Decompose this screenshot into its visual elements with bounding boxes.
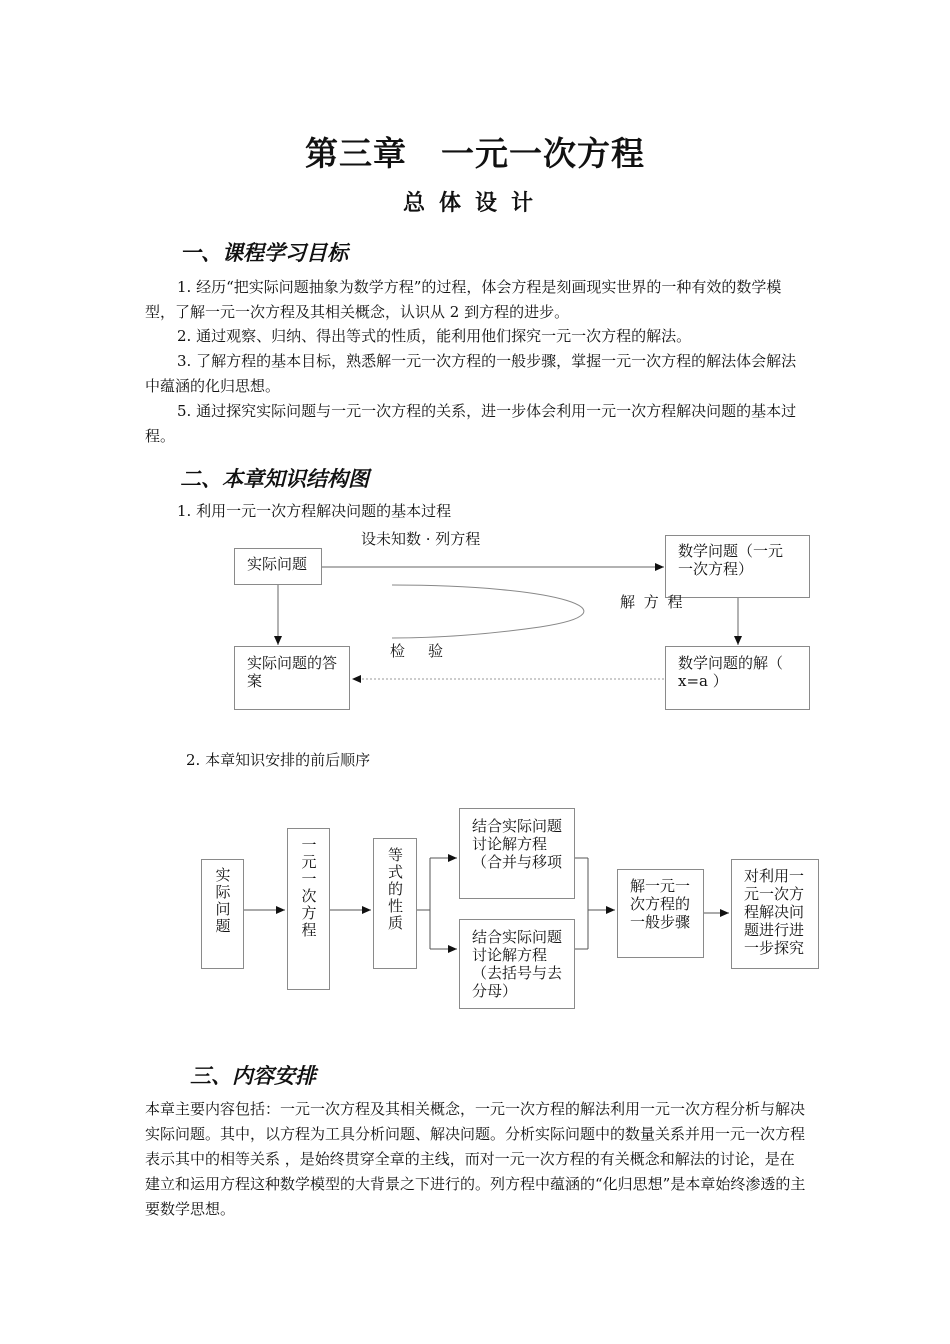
section3-heading: 三、内容安排: [190, 1063, 316, 1088]
box-d2-further-explore-text: 对利用一元一次方程解决问题进行进一步探究: [744, 867, 805, 957]
label-check: 检 验: [390, 642, 448, 660]
section3-text: 本章主要内容包括：一元一次方程及其相关概念，一元一次方程的解法利用一元一次方程分析与解决实际问题。其中，以方程为工具分析问题、解决问题。分析实际问题中的数量关系并用一元一次方程表示其中的相等关系 ，是始终贯穿全章的主线，而对一元一次方程的有关概念和解法的讨论，是在建立和运用方程这种数学模型的大背景之下进行的。列方程中蕴涵的“化归思想”是本章始终渗透的主要数学思想。: [145, 1100, 806, 1218]
box-math-problem-text: 数学问题（一元一次方程）: [678, 542, 784, 578]
box-d2-discuss-combine-text: 结合实际问题讨论解方程（合并与移项: [472, 817, 563, 871]
label-solve: 解 方 程: [620, 593, 685, 611]
box-d2-real-problem: [201, 859, 244, 969]
diagram1-caption: 1. 利用一元一次方程解决问题的基本过程: [177, 502, 452, 520]
goal-item-1: 1. 经历“把实际问题抽象为数学方程”的过程，体会方程是刻画现实世界的一种有效的数学模型，了解一元一次方程及其相关概念，认识从 2 到方程的进步。: [145, 278, 782, 321]
section1-heading: 一、课程学习目标: [180, 240, 348, 265]
box-real-problem-text: 实际问题: [247, 555, 308, 573]
box-d2-equality-props: [373, 838, 417, 969]
goal-item-3: 3. 了解方程的基本目标，熟悉解一元一次方程的一般步骤，掌握一元一次方程的解法体会解法中蕴涵的化归思想。: [145, 352, 797, 395]
label-set-unknown: 设未知数 · 列方程: [361, 530, 481, 548]
goal-item-4: 5. 通过探究实际问题与一元一次方程的关系，进一步体会利用一元一次方程解决问题的基本过程。: [145, 402, 797, 445]
box-d2-discuss-brackets-text: 结合实际问题讨论解方程（去括号与去分母）: [472, 928, 563, 1000]
box-real-problem: [234, 548, 322, 585]
box-d2-linear-eq-text: 一元一次方程: [299, 837, 318, 939]
box-real-answer-text: 实际问题的答 案: [247, 654, 368, 690]
box-d2-real-problem-text: 实际问题: [213, 867, 232, 935]
section2-heading: 二、本章知识结构图: [180, 466, 369, 491]
box-d2-equality-props-text: 等式的性质: [386, 847, 404, 932]
box-math-solution: [665, 646, 810, 710]
box-math-solution-text: 数学问题的解（ x=a ）: [678, 654, 784, 690]
box-d2-linear-eq: [287, 828, 330, 990]
chapter-title: 第三章 一元一次方程: [305, 134, 645, 173]
box-math-problem: [665, 535, 810, 598]
goal-item-2: 2. 通过观察、归纳、得出等式的性质，能利用他们探究一元一次方程的解法。: [177, 327, 692, 345]
box-d2-general-steps-text: 解一元一次方程的一般步骤: [630, 877, 691, 931]
check-curve: [392, 585, 584, 638]
box-real-answer: [234, 646, 368, 710]
box-d2-general-steps: [617, 869, 704, 958]
box-d2-discuss-combine: [459, 808, 575, 899]
chapter-subtitle: 总体设计: [402, 190, 547, 216]
box-d2-further-explore: [731, 859, 819, 969]
box-d2-discuss-brackets: [459, 919, 575, 1009]
diagram2-caption: 2. 本章知识安排的前后顺序: [186, 751, 371, 769]
